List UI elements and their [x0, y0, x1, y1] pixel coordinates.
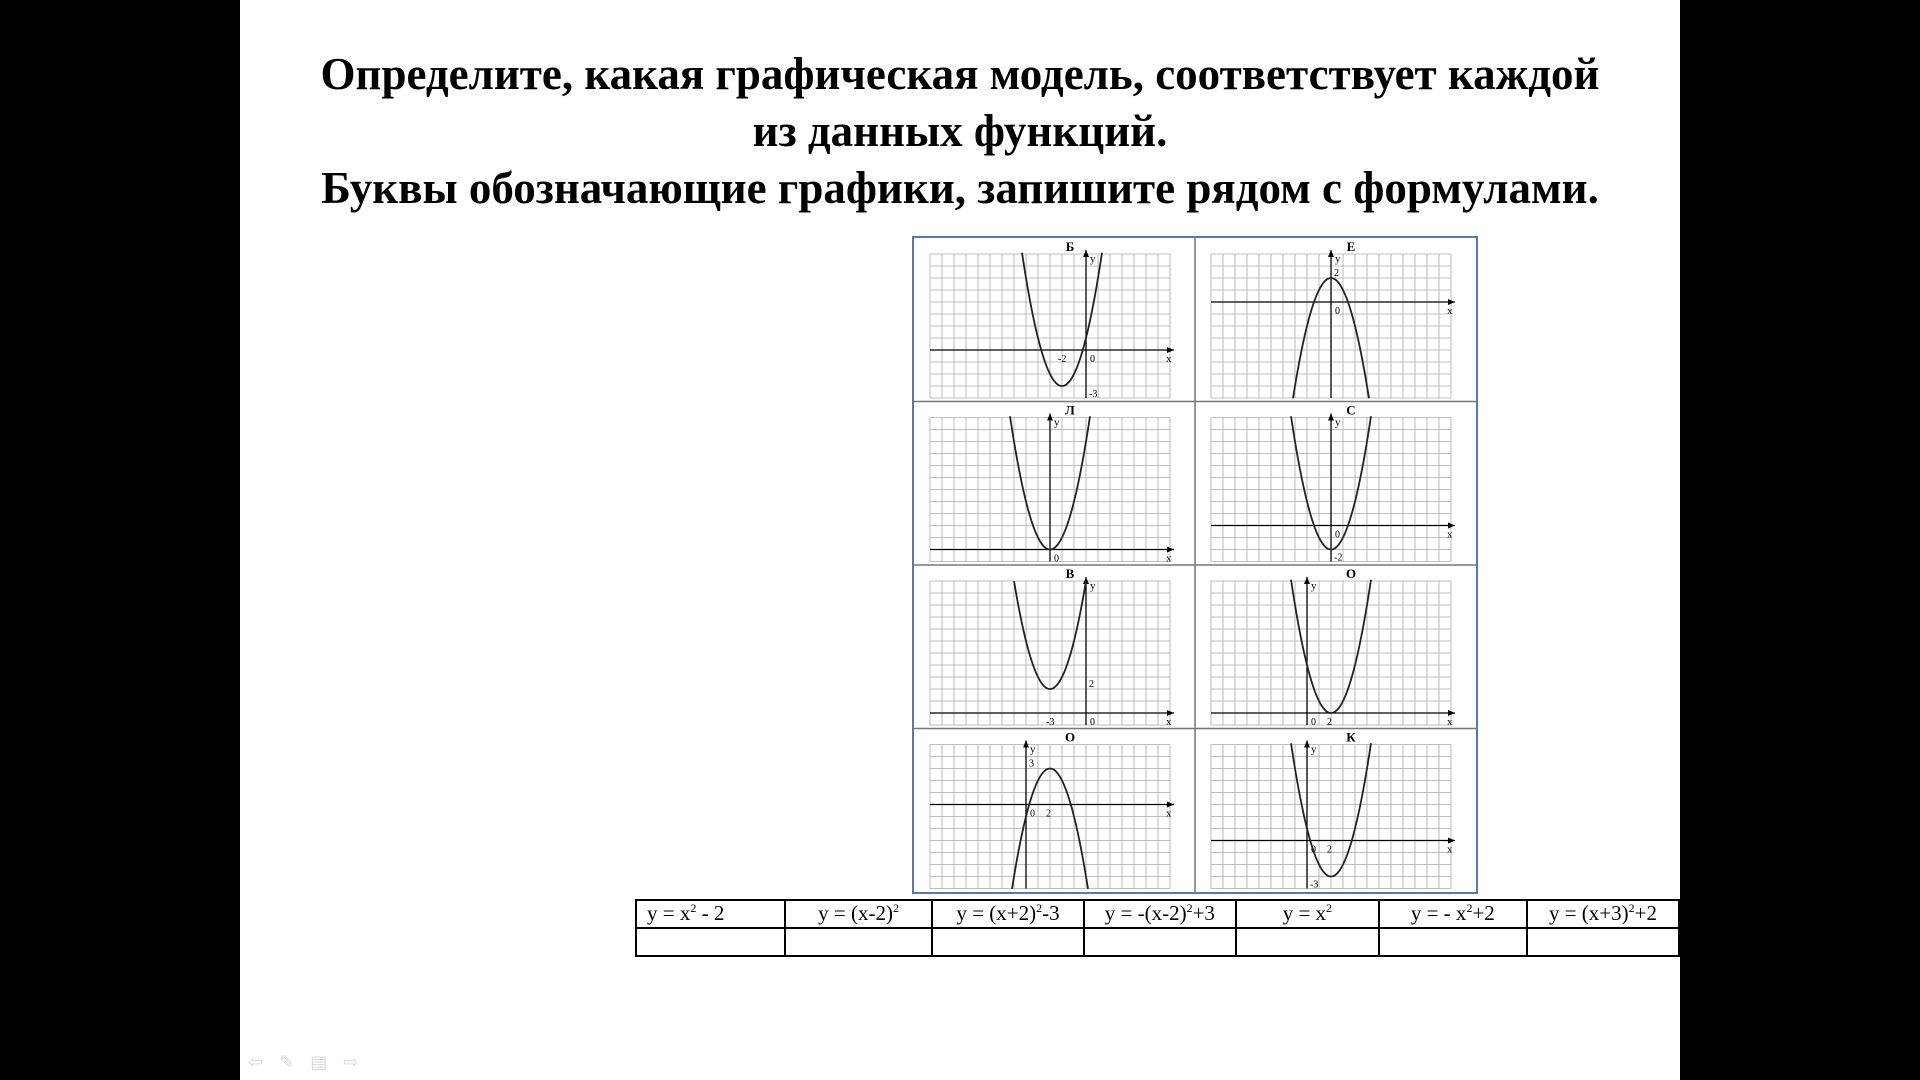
slide: [240, 0, 1680, 1080]
tick-label: 2: [1327, 717, 1332, 728]
formula-exponent: 2: [1466, 901, 1473, 915]
panel-letter: В: [1065, 566, 1075, 581]
y-axis-arrow: [1047, 414, 1053, 421]
formula-exponent: 2: [1326, 901, 1333, 915]
panel-letter: О: [1345, 566, 1357, 581]
graph-panel-4: [1211, 403, 1455, 564]
arrow-right-icon[interactable]: ⇨: [343, 1052, 359, 1073]
formula-cell: [1527, 900, 1679, 928]
tick-label: 2: [1089, 679, 1094, 690]
answer-cell[interactable]: [1236, 928, 1379, 956]
x-axis-label: x: [1166, 552, 1172, 565]
graph-panel-2: [1211, 239, 1455, 398]
panel-letter: О: [1064, 729, 1076, 745]
formula-exponent: 2: [690, 901, 697, 915]
origin-label: 0: [1030, 808, 1035, 820]
answer-cell[interactable]: [1379, 928, 1527, 956]
formula-exponent: 2: [1036, 901, 1043, 915]
formula-tail: +2: [1634, 901, 1657, 925]
x-axis-label: x: [1447, 716, 1453, 728]
tick-label: 2: [1046, 808, 1051, 820]
slide-controls: [248, 1052, 370, 1073]
x-axis-label: x: [1166, 807, 1172, 820]
formula-cell: [1379, 900, 1527, 928]
panel-letter: К: [1346, 729, 1356, 745]
y-axis-arrow: [1083, 250, 1089, 257]
y-axis-label: y: [1054, 416, 1060, 429]
x-axis-label: x: [1447, 528, 1453, 541]
formula-base: y = (x+3): [1548, 901, 1629, 925]
answer-cell[interactable]: [1084, 928, 1236, 956]
formula-table: [635, 899, 1680, 957]
x-axis-label: x: [1447, 843, 1453, 856]
formula-exponent: 2: [892, 901, 899, 915]
formula-tail: +2: [1472, 901, 1495, 925]
origin-label: 0: [1090, 354, 1095, 365]
tick-label: 3: [1029, 758, 1034, 770]
arrow-left-icon[interactable]: ⇦: [248, 1052, 264, 1073]
formula-tail: +3: [1192, 901, 1215, 925]
graph-panel-6: [1211, 566, 1455, 728]
formula-cell: [636, 900, 785, 928]
graph-panels: [912, 236, 1478, 894]
formula-base: y = (x+2): [956, 901, 1037, 925]
graph-panel-8: [1211, 730, 1455, 891]
panel-letter: Л: [1065, 402, 1075, 418]
tick-label: -3: [1089, 389, 1098, 400]
formula-tail: - 2: [696, 901, 725, 925]
y-axis-label: y: [1311, 743, 1317, 756]
y-axis-arrow: [1328, 414, 1334, 421]
graph-panel-1: [930, 239, 1174, 400]
tick-label: 2: [1334, 268, 1339, 279]
origin-label: 0: [1311, 844, 1316, 856]
y-axis-label: y: [1090, 253, 1096, 265]
y-axis-arrow: [1304, 577, 1310, 584]
graph-panel-3: [930, 403, 1174, 565]
title-line-1: Определите, какая графическая модель, соответствует каждой: [320, 49, 1600, 99]
title-line-2: из данных функций.: [752, 106, 1168, 156]
tick-label: -3: [1046, 717, 1055, 728]
formula-exponent: 2: [1186, 901, 1193, 915]
origin-label: 0: [1090, 717, 1095, 728]
x-axis-label: x: [1166, 716, 1172, 728]
formula-base: y = (x-2): [818, 901, 893, 925]
y-axis-label: y: [1311, 580, 1317, 592]
answer-cell[interactable]: [932, 928, 1083, 956]
y-axis-label: y: [1335, 253, 1341, 265]
y-axis-arrow: [1023, 741, 1029, 748]
x-axis-label: x: [1166, 353, 1172, 365]
y-axis-arrow: [1328, 250, 1334, 257]
formula-cell: [785, 900, 933, 928]
formula-exponent: 2: [1628, 901, 1635, 915]
origin-label: 0: [1335, 529, 1340, 541]
formula-cell: [1236, 900, 1379, 928]
panel-letter: Е: [1346, 239, 1356, 254]
formula-base: y = x: [647, 901, 691, 925]
tick-label: -2: [1058, 354, 1067, 365]
panel-letter: С: [1346, 402, 1356, 418]
panel-letter: Б: [1065, 239, 1075, 254]
answer-cell[interactable]: [785, 928, 933, 956]
task-title: [240, 46, 1680, 217]
title-line-3: Буквы обозначающие графики, запишите рядом с формулами.: [321, 163, 1599, 213]
tick-label: 2: [1327, 844, 1332, 856]
tick-label: -2: [1334, 552, 1343, 564]
tick-label: -3: [1310, 879, 1319, 891]
pen-icon[interactable]: ✎: [279, 1052, 295, 1073]
origin-label: 0: [1054, 553, 1059, 565]
origin-label: 0: [1335, 306, 1340, 317]
menu-icon[interactable]: ▤: [310, 1052, 328, 1073]
x-axis-label: x: [1447, 305, 1453, 317]
answer-cell[interactable]: [636, 928, 785, 956]
y-axis-label: y: [1335, 416, 1341, 429]
origin-label: 0: [1311, 717, 1316, 728]
formula-cell: [932, 900, 1083, 928]
formula-tail: -3: [1042, 901, 1060, 925]
graph-panel-7: [930, 730, 1174, 889]
formula-row: [636, 900, 1679, 928]
answer-cell[interactable]: [1527, 928, 1679, 956]
formula-base: y = - x: [1410, 901, 1467, 925]
formula-cell: [1084, 900, 1236, 928]
y-axis-label: y: [1030, 743, 1036, 756]
graph-panel-5: [930, 566, 1174, 728]
y-axis-label: y: [1090, 580, 1096, 592]
answer-row: [636, 928, 1679, 956]
formula-base: y = -(x-2): [1104, 901, 1187, 925]
y-axis-arrow: [1304, 741, 1310, 748]
graph-panels-svg: [914, 238, 1476, 892]
formula-base: y = x: [1282, 901, 1327, 925]
